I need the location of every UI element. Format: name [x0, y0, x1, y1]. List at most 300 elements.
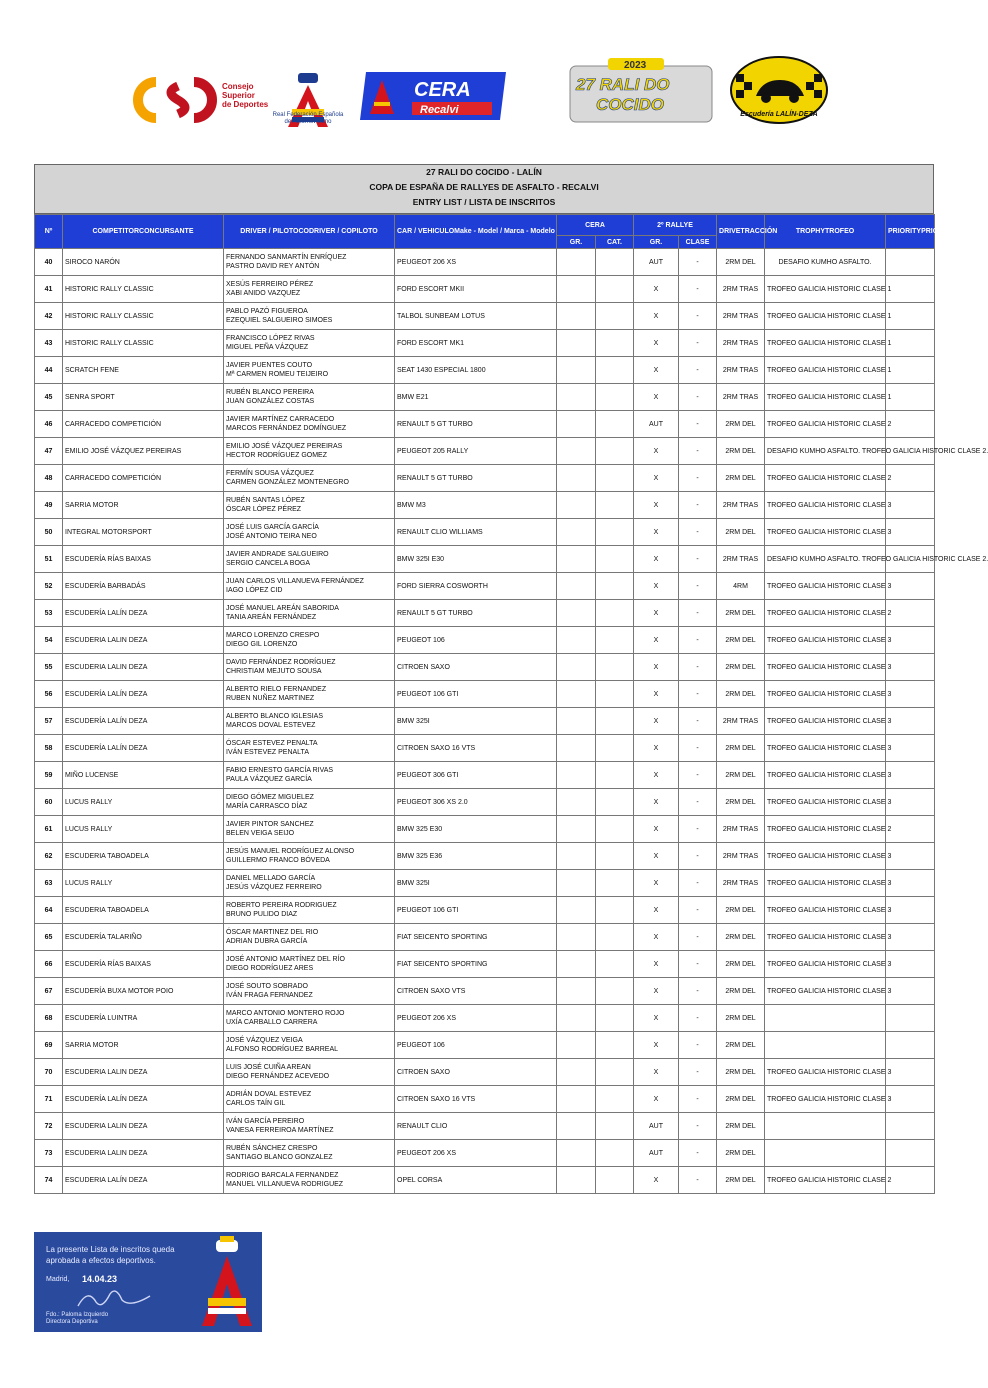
rallye2-clase-cell: - [679, 627, 717, 654]
drive-cell: 2RM DEL [717, 1032, 765, 1059]
rallye2-clase-cell: - [679, 735, 717, 762]
rallye2-gr-cell: X [634, 1032, 679, 1059]
driver-name: JAVIER ANDRADE SALGUEIRO [226, 551, 329, 558]
entry-number: 63 [35, 870, 63, 897]
cera-cat-cell [596, 411, 634, 438]
car-cell: FORD ESCORT MK1 [395, 330, 557, 357]
car-cell: FIAT SEICENTO SPORTING [395, 951, 557, 978]
driver-name: DIEGO GÓMEZ MIGUELEZ [226, 794, 314, 801]
competitor-cell: SARRIA MOTOR [63, 1032, 224, 1059]
priority-cell [886, 276, 935, 303]
col-rallye2-gr: GR. [634, 236, 679, 249]
car-cell: OPEL CORSA [395, 1167, 557, 1194]
car-cell: PEUGEOT 106 [395, 627, 557, 654]
car-cell: PEUGEOT 106 [395, 1032, 557, 1059]
table-row [35, 249, 935, 276]
competitor-cell: ESCUDERÍA LALÍN DEZA [63, 735, 224, 762]
cera-cat-cell [596, 681, 634, 708]
car-cell: PEUGEOT 306 XS 2.0 [395, 789, 557, 816]
codriver-name: ADRIAN DUBRA GARCÍA [226, 938, 308, 945]
drive-cell: 2RM DEL [717, 411, 765, 438]
table-row [35, 789, 935, 816]
table-row [35, 330, 935, 357]
cera-gr-cell [557, 384, 596, 411]
approval-text: La presente Lista de inscritos queda aprobada a efectos deportivos. [46, 1245, 175, 1265]
drive-cell: 2RM TRAS [717, 330, 765, 357]
competitor-cell: ESCUDERIA TABOADELA [63, 843, 224, 870]
driver-name: JAVIER MARTÍNEZ CARRACEDO [226, 416, 335, 423]
table-row [35, 816, 935, 843]
driver-name: JESÚS MANUEL RODRÍGUEZ ALONSO [226, 848, 355, 855]
entry-number: 46 [35, 411, 63, 438]
col-cera-gr: GR. [557, 236, 596, 249]
table-row [35, 870, 935, 897]
trophy-cell [765, 1113, 886, 1140]
drive-cell: 2RM TRAS [717, 303, 765, 330]
entry-number: 44 [35, 357, 63, 384]
cera-cat-cell [596, 1032, 634, 1059]
priority-cell [886, 1086, 935, 1113]
cera-cat-cell [596, 897, 634, 924]
csd-line: de Deportes [222, 100, 269, 109]
cera-cat-cell [596, 1113, 634, 1140]
cera-gr-cell [557, 843, 596, 870]
driver-name: JUAN CARLOS VILLANUEVA FERNÁNDEZ [226, 578, 364, 585]
competitor-cell: ESCUDERIA LALIN DEZA [63, 1059, 224, 1086]
approval-stamp [34, 1232, 262, 1332]
driver-cell [224, 654, 395, 681]
competitor-cell: ESCUDERÍA BUXA MOTOR POIO [63, 978, 224, 1005]
driver-cell [224, 573, 395, 600]
entry-number: 59 [35, 762, 63, 789]
codriver-name: JOSÉ ANTONIO TEIRA NEO [226, 533, 317, 540]
entry-number: 64 [35, 897, 63, 924]
col-priority: PRIORITYPRIORIDAD [886, 215, 935, 249]
priority-cell [886, 384, 935, 411]
car-cell: RENAULT CLIO [395, 1113, 557, 1140]
driver-name: DAVID FERNÁNDEZ RODRÍGUEZ [226, 659, 336, 666]
trophy-cell: TROFEO GALICIA HISTORIC CLASE 2 [765, 816, 886, 843]
priority-cell [886, 789, 935, 816]
trophy-cell: TROFEO GALICIA HISTORIC CLASE 2 [765, 600, 886, 627]
rallye2-gr-cell: X [634, 384, 679, 411]
codriver-name: XABI ANIDO VAZQUEZ [226, 290, 301, 297]
rallye2-clase-cell: - [679, 546, 717, 573]
cera-sponsor: Recalvi [420, 104, 459, 116]
table-row [35, 897, 935, 924]
priority-cell [886, 465, 935, 492]
drive-cell: 2RM DEL [717, 978, 765, 1005]
competitor-cell: ESCUDERÍA TALARIÑO [63, 924, 224, 951]
driver-cell [224, 357, 395, 384]
driver-cell [224, 438, 395, 465]
codriver-name: BRUNO PULIDO DIAZ [226, 911, 298, 918]
cera-gr-cell [557, 681, 596, 708]
entry-number: 51 [35, 546, 63, 573]
competitor-cell: ESCUDERIA LALIN DEZA [63, 1140, 224, 1167]
entry-number: 58 [35, 735, 63, 762]
driver-name: ÓSCAR ESTEVEZ PENALTA [226, 740, 318, 747]
table-row [35, 1113, 935, 1140]
car-cell: PEUGEOT 306 GTI [395, 762, 557, 789]
driver-name: JOSÉ VÁZQUEZ VEIGA [226, 1037, 303, 1044]
competitor-cell: ESCUDERIA LALIN DEZA [63, 627, 224, 654]
driver-cell [224, 600, 395, 627]
driver-cell [224, 330, 395, 357]
codriver-name: CHRISTIAM MEJUTO SOUSA [226, 668, 322, 675]
cera-cat-cell [596, 654, 634, 681]
priority-cell [886, 573, 935, 600]
competitor-cell: SENRA SPORT [63, 384, 224, 411]
car-cell: SEAT 1430 ESPECIAL 1800 [395, 357, 557, 384]
car-cell: BMW E21 [395, 384, 557, 411]
competitor-cell: HISTORIC RALLY CLASSIC [63, 330, 224, 357]
cera-cat-cell [596, 762, 634, 789]
table-row [35, 951, 935, 978]
driver-cell [224, 681, 395, 708]
col-driver: DRIVER / PILOTOCODRIVER / COPILOTO [224, 215, 395, 249]
entry-number: 70 [35, 1059, 63, 1086]
cera-cat-cell [596, 249, 634, 276]
entry-number: 71 [35, 1086, 63, 1113]
codriver-name: MARCOS FERNÁNDEZ DOMÍNGUEZ [226, 425, 347, 432]
driver-cell [224, 1086, 395, 1113]
codriver-name: UXÍA CARBALLO CARRERA [226, 1019, 318, 1026]
table-row [35, 708, 935, 735]
entry-number: 52 [35, 573, 63, 600]
competitor-cell: SCRATCH FENE [63, 357, 224, 384]
entry-number: 67 [35, 978, 63, 1005]
drive-cell: 2RM TRAS [717, 276, 765, 303]
priority-cell [886, 951, 935, 978]
driver-name: RUBÉN BLANCO PEREIRA [226, 389, 314, 396]
entry-number: 65 [35, 924, 63, 951]
entry-table [34, 214, 988, 1194]
entry-number: 68 [35, 1005, 63, 1032]
rallye2-clase-cell: - [679, 330, 717, 357]
driver-cell [224, 411, 395, 438]
car-cell: PEUGEOT 206 XS [395, 1005, 557, 1032]
rallye2-gr-cell: X [634, 843, 679, 870]
rallye2-gr-cell: AUT [634, 1140, 679, 1167]
rallye2-clase-cell: - [679, 303, 717, 330]
rallye2-clase-cell: - [679, 465, 717, 492]
table-row [35, 654, 935, 681]
entry-list-sheet [34, 164, 988, 1194]
codriver-name: IAGO LÓPEZ CID [226, 587, 283, 594]
entry-number: 53 [35, 600, 63, 627]
cera-gr-cell [557, 303, 596, 330]
priority-cell [886, 1113, 935, 1140]
table-row [35, 1140, 935, 1167]
cera-gr-cell [557, 330, 596, 357]
cera-gr-cell [557, 816, 596, 843]
cera-gr-cell [557, 276, 596, 303]
cera-cat-cell [596, 519, 634, 546]
driver-cell [224, 249, 395, 276]
trophy-cell: TROFEO GALICIA HISTORIC CLASE 2 [765, 465, 886, 492]
competitor-cell: ESCUDERIA TABOADELA [63, 897, 224, 924]
car-cell: FORD ESCORT MKII [395, 276, 557, 303]
driver-name: PABLO PAZÓ FIGUEROA [226, 308, 308, 315]
priority-cell [886, 1167, 935, 1194]
cera-gr-cell [557, 870, 596, 897]
trophy-cell [765, 1140, 886, 1167]
drive-cell: 2RM TRAS [717, 816, 765, 843]
competitor-cell: ESCUDERÍA RÍAS BAIXAS [63, 951, 224, 978]
codriver-name: CARMEN GONZÁLEZ MONTENEGRO [226, 479, 349, 486]
cera-gr-cell [557, 1032, 596, 1059]
priority-cell [886, 762, 935, 789]
drive-cell: 2RM DEL [717, 789, 765, 816]
rallye2-gr-cell: X [634, 276, 679, 303]
drive-cell: 2RM TRAS [717, 492, 765, 519]
csd-label [222, 82, 268, 109]
driver-cell [224, 708, 395, 735]
cera-cat-cell [596, 1167, 634, 1194]
driver-cell [224, 1059, 395, 1086]
rallye2-clase-cell: - [679, 249, 717, 276]
drive-cell: 2RM DEL [717, 1113, 765, 1140]
cera-gr-cell [557, 411, 596, 438]
drive-cell: 2RM DEL [717, 735, 765, 762]
priority-cell [886, 411, 935, 438]
entry-number: 69 [35, 1032, 63, 1059]
car-cell: CITROEN SAXO [395, 1059, 557, 1086]
entry-number: 72 [35, 1113, 63, 1140]
rallye2-clase-cell: - [679, 1086, 717, 1113]
signer-name: Fdo.: Paloma Izquierdo [46, 1312, 109, 1318]
driver-name: RUBÉN SANTAS LÓPEZ [226, 497, 305, 504]
driver-name: RUBÉN SÁNCHEZ CRESPO [226, 1145, 318, 1152]
trophy-cell: TROFEO GALICIA HISTORIC CLASE 3 [765, 762, 886, 789]
driver-cell [224, 843, 395, 870]
driver-name: ADRIÁN DOVAL ESTEVEZ [226, 1091, 312, 1098]
drive-cell: 2RM TRAS [717, 546, 765, 573]
drive-cell: 2RM TRAS [717, 357, 765, 384]
codriver-name: SANTIAGO BLANCO GONZALEZ [226, 1154, 333, 1161]
cera-gr-cell [557, 465, 596, 492]
rallye2-clase-cell: - [679, 600, 717, 627]
competitor-cell: HISTORIC RALLY CLASSIC [63, 303, 224, 330]
drive-cell: 2RM DEL [717, 519, 765, 546]
car-cell: FORD SIERRA COSWORTH [395, 573, 557, 600]
csd-line: Superior [222, 91, 255, 100]
trophy-cell: TROFEO GALICIA HISTORIC CLASE 1 [765, 276, 886, 303]
priority-cell [886, 735, 935, 762]
priority-cell [886, 978, 935, 1005]
driver-name: RODRIGO BARCALA FERNANDEZ [226, 1172, 339, 1179]
trophy-cell: DESAFIO KUMHO ASFALTO. TROFEO GALICIA HISTORIC CLASE 2. [765, 546, 886, 573]
drive-cell: 2RM DEL [717, 681, 765, 708]
priority-cell [886, 924, 935, 951]
col-drive: DRIVETRACCIÓN [717, 215, 765, 249]
approval-signer [46, 1312, 166, 1326]
priority-cell [886, 870, 935, 897]
cera-gr-cell [557, 924, 596, 951]
driver-name: JOSÉ ANTONIO MARTÍNEZ DEL RÍO [226, 956, 345, 963]
driver-cell [224, 735, 395, 762]
cera-cat-cell [596, 708, 634, 735]
rallye2-gr-cell: X [634, 519, 679, 546]
rallye2-clase-cell: - [679, 654, 717, 681]
rallye2-gr-cell: X [634, 330, 679, 357]
priority-cell [886, 600, 935, 627]
driver-name: FABIO ERNESTO GARCÍA RIVAS [226, 767, 334, 774]
rfea-line: Real Federación Española [272, 112, 344, 118]
driver-cell [224, 384, 395, 411]
rallye2-gr-cell: X [634, 573, 679, 600]
competitor-cell: CARRACEDO COMPETICIÓN [63, 465, 224, 492]
rallye2-clase-cell: - [679, 492, 717, 519]
entry-number: 73 [35, 1140, 63, 1167]
drive-cell: 2RM TRAS [717, 384, 765, 411]
table-row [35, 411, 935, 438]
competitor-cell: ESCUDERIA LALIN DEZA [63, 1113, 224, 1140]
priority-cell [886, 1140, 935, 1167]
trophy-cell: TROFEO GALICIA HISTORIC CLASE 3 [765, 951, 886, 978]
driver-name: ÓSCAR MARTINEZ DEL RIO [226, 929, 319, 936]
rallye2-gr-cell: X [634, 1059, 679, 1086]
table-row [35, 384, 935, 411]
rallye2-clase-cell: - [679, 1140, 717, 1167]
rallye2-gr-cell: X [634, 438, 679, 465]
rallye2-gr-cell: X [634, 708, 679, 735]
car-cell: PEUGEOT 106 GTI [395, 681, 557, 708]
driver-name: JOSÉ SOUTO SOBRADO [226, 983, 308, 990]
driver-name: FERNANDO SANMARTÍN ENRÍQUEZ [226, 254, 347, 261]
driver-cell [224, 276, 395, 303]
rallye2-clase-cell: - [679, 789, 717, 816]
priority-cell [886, 654, 935, 681]
car-cell: CITROEN SAXO [395, 654, 557, 681]
trophy-cell [765, 1032, 886, 1059]
rali-title-2: COCIDO [596, 95, 664, 114]
driver-name: ALBERTO BLANCO IGLESIAS [226, 713, 324, 720]
cera-cat-cell [596, 330, 634, 357]
drive-cell: 2RM DEL [717, 465, 765, 492]
drive-cell: 2RM DEL [717, 951, 765, 978]
trophy-cell: TROFEO GALICIA HISTORIC CLASE 1 [765, 330, 886, 357]
driver-name: MARCO ANTONIO MONTERO ROJO [226, 1010, 345, 1017]
rallye2-gr-cell: X [634, 492, 679, 519]
cera-gr-cell [557, 708, 596, 735]
driver-name: XESÚS FERREIRO PÉREZ [226, 281, 314, 288]
cera-cat-cell [596, 870, 634, 897]
table-row [35, 762, 935, 789]
priority-cell [886, 1032, 935, 1059]
codriver-name: MARCOS DOVAL ESTEVEZ [226, 722, 316, 729]
competitor-cell: ESCUDERÍA LUINTRA [63, 1005, 224, 1032]
codriver-name: Mª CARMEN ROMEU TEIJEIRO [226, 371, 329, 378]
car-cell: CITROEN SAXO 16 VTS [395, 1086, 557, 1113]
codriver-name: PASTRO DAVID REY ANTÓN [226, 263, 320, 270]
competitor-cell: LUCUS RALLY [63, 816, 224, 843]
competitor-cell: LUCUS RALLY [63, 789, 224, 816]
priority-cell [886, 1059, 935, 1086]
cera-cat-cell [596, 438, 634, 465]
codriver-name: EZEQUIEL SALGUEIRO SIMOES [226, 317, 333, 324]
rallye2-gr-cell: AUT [634, 249, 679, 276]
drive-cell: 2RM DEL [717, 249, 765, 276]
cera-gr-cell [557, 978, 596, 1005]
cera-gr-cell [557, 735, 596, 762]
driver-cell [224, 546, 395, 573]
entry-number: 50 [35, 519, 63, 546]
trophy-cell: TROFEO GALICIA HISTORIC CLASE 1 [765, 357, 886, 384]
table-row [35, 438, 935, 465]
col-trophy: TROPHYTROFEO [765, 215, 886, 249]
drive-cell: 2RM DEL [717, 600, 765, 627]
codriver-name: MIGUEL PEÑA VÁZQUEZ [226, 344, 309, 351]
escuderia-lalin-deza-logo [726, 54, 832, 126]
trophy-cell: TROFEO GALICIA HISTORIC CLASE 3 [765, 924, 886, 951]
competitor-cell: MIÑO LUCENSE [63, 762, 224, 789]
drive-cell: 2RM DEL [717, 1086, 765, 1113]
entry-number: 55 [35, 654, 63, 681]
entry-number: 54 [35, 627, 63, 654]
codriver-name: VANESA FERREIROA MARTÍNEZ [226, 1127, 334, 1134]
driver-cell [224, 492, 395, 519]
competitor-cell: ESCUDERÍA LALÍN DEZA [63, 708, 224, 735]
driver-cell [224, 1113, 395, 1140]
cera-cat-cell [596, 357, 634, 384]
event-title: 27 RALI DO COCIDO - LALÍN [426, 167, 542, 177]
table-row [35, 465, 935, 492]
drive-cell: 2RM TRAS [717, 870, 765, 897]
rfea-line: de Automovilismo [284, 119, 332, 125]
rallye2-clase-cell: - [679, 843, 717, 870]
driver-name: JAVIER PINTOR SANCHEZ [226, 821, 314, 828]
priority-cell [886, 249, 935, 276]
trophy-cell: TROFEO GALICIA HISTORIC CLASE 3 [765, 519, 886, 546]
table-row [35, 924, 935, 951]
entry-number: 48 [35, 465, 63, 492]
car-cell: PEUGEOT 206 XS [395, 1140, 557, 1167]
entry-number: 49 [35, 492, 63, 519]
trophy-cell: DESAFIO KUMHO ASFALTO. [765, 249, 886, 276]
cera-cat-cell [596, 627, 634, 654]
competitor-cell: ESCUDERIA LALIN DEZA [63, 654, 224, 681]
cera-gr-cell [557, 492, 596, 519]
rali-title-1: 27 RALI DO [576, 75, 670, 94]
entry-number: 60 [35, 789, 63, 816]
cera-cat-cell [596, 276, 634, 303]
driver-cell [224, 1032, 395, 1059]
cera-gr-cell [557, 789, 596, 816]
car-cell: TALBOL SUNBEAM LOTUS [395, 303, 557, 330]
car-cell: FIAT SEICENTO SPORTING [395, 924, 557, 951]
driver-cell [224, 1005, 395, 1032]
driver-name: JAVIER PUENTES COUTO [226, 362, 313, 369]
rallye2-clase-cell: - [679, 762, 717, 789]
rallye2-gr-cell: AUT [634, 411, 679, 438]
entry-number: 40 [35, 249, 63, 276]
rallye2-clase-cell: - [679, 1113, 717, 1140]
cera-cat-cell [596, 303, 634, 330]
car-cell: RENAULT 5 GT TURBO [395, 465, 557, 492]
car-cell: CITROEN SAXO VTS [395, 978, 557, 1005]
rallye2-clase-cell: - [679, 708, 717, 735]
driver-cell [224, 870, 395, 897]
entry-number: 66 [35, 951, 63, 978]
rallye2-gr-cell: X [634, 924, 679, 951]
codriver-name: DIEGO GIL LORENZO [226, 641, 298, 648]
csd-line: Consejo [222, 82, 254, 91]
cera-cat-cell [596, 1059, 634, 1086]
driver-cell [224, 1140, 395, 1167]
trophy-cell: TROFEO GALICIA HISTORIC CLASE 3 [765, 789, 886, 816]
